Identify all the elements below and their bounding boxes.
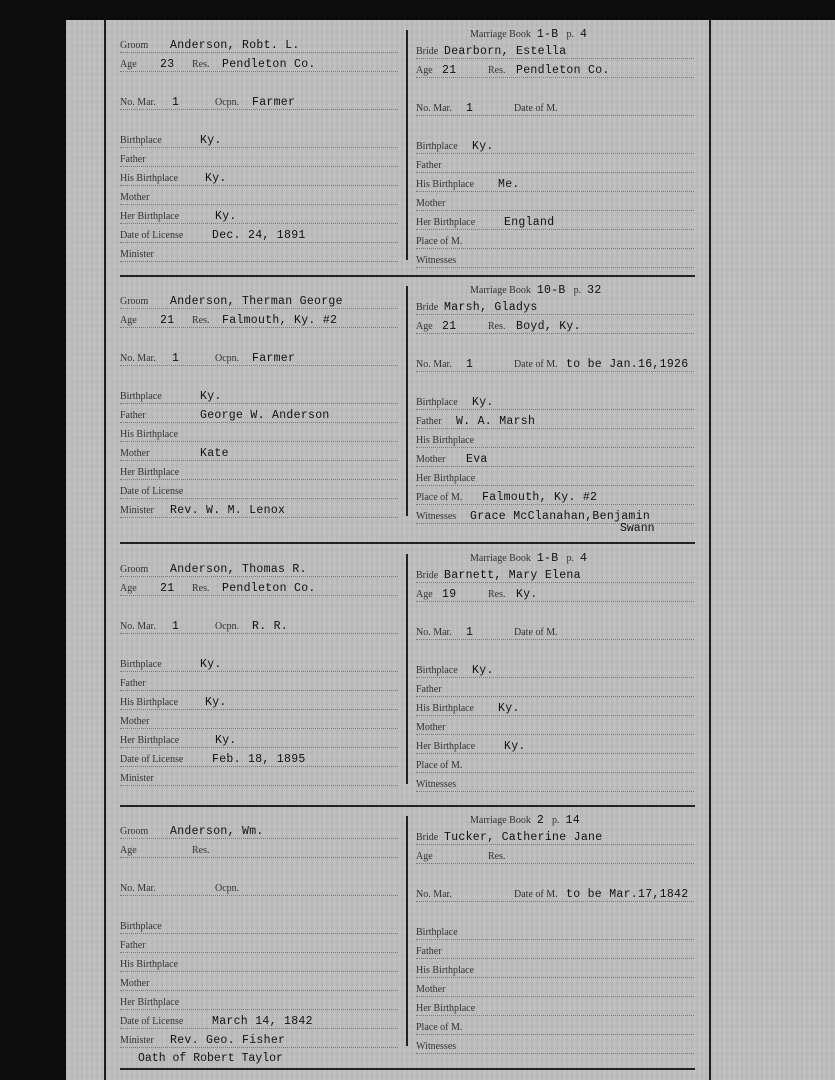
field-value: Ky. <box>504 739 526 753</box>
field-label: Father <box>120 678 146 689</box>
field-value: Ky. <box>472 395 494 409</box>
field-value: Grace McClanahan,Benjamin <box>470 509 651 523</box>
field-value: Ky. <box>472 139 494 153</box>
field-value: Falmouth, Ky. #2 <box>222 314 338 327</box>
groom-field-birthplace <box>120 917 398 934</box>
groom-field-age <box>120 55 398 72</box>
field-value: 1 <box>466 357 474 371</box>
page-value: 14 <box>565 814 580 827</box>
groom-field-date-of-license <box>120 226 398 243</box>
groom-field-mother <box>120 974 398 991</box>
field-label: Minister <box>120 773 154 784</box>
field-label: Date of License <box>120 1016 184 1027</box>
field-label: Place of M. <box>416 235 463 247</box>
groom-field-name <box>120 560 398 577</box>
marriage-record-card <box>120 552 700 794</box>
field-value: Anderson, Wm. <box>170 825 264 838</box>
field-value: Anderson, Therman George <box>170 295 343 308</box>
field-label: Date of M. <box>514 358 558 370</box>
bride-field-mother <box>416 718 694 735</box>
field-value: Rev. W. M. Lenox <box>170 504 286 517</box>
field-label: Mother <box>416 453 446 465</box>
field-label: Date of License <box>120 230 184 241</box>
groom-field-no-mar <box>120 349 398 366</box>
marriage-book-value: 10-B <box>536 284 566 297</box>
bride-field-her-birthplace <box>416 999 694 1016</box>
field-value: Kate <box>200 447 229 460</box>
marriage-book-label: Marriage Book <box>470 285 531 296</box>
field-label: No. Mar. <box>120 883 156 894</box>
bride-field-no-mar <box>416 885 694 902</box>
field-value: 19 <box>442 587 457 601</box>
field-label: No. Mar. <box>120 353 156 364</box>
bride-field-no-mar <box>416 99 694 116</box>
field-label: His Birthplace <box>416 702 475 714</box>
bride-field-his-birthplace <box>416 175 694 192</box>
field-label: Age <box>120 845 137 856</box>
field-label: Father <box>120 410 146 421</box>
groom-field-mother <box>120 444 398 461</box>
bride-field-her-birthplace <box>416 213 694 230</box>
field-label: His Birthplace <box>416 178 475 190</box>
card-separator <box>120 542 695 544</box>
marriage-book-value: 1-B <box>536 28 559 41</box>
field-label: Her Birthplace <box>416 1002 476 1014</box>
marriage-book-label: Marriage Book <box>470 815 531 826</box>
field-value: to be Jan.16,1926 <box>566 357 689 371</box>
field-value: 21 <box>160 314 175 327</box>
field-value: 1 <box>172 352 180 365</box>
field-value: George W. Anderson <box>200 409 330 422</box>
field-label: Her Birthplace <box>120 467 180 478</box>
groom-field-name <box>120 36 398 53</box>
groom-field-father <box>120 406 398 423</box>
field-label: Res. <box>192 59 210 70</box>
field-value: Ky. <box>205 172 227 185</box>
field-label: Minister <box>120 1035 154 1046</box>
groom-field-no-mar <box>120 93 398 110</box>
groom-field-age <box>120 311 398 328</box>
field-value: Feb. 18, 1895 <box>212 753 306 766</box>
field-value: R. R. <box>252 620 289 633</box>
field-label: Place of M. <box>416 491 463 503</box>
field-label: Birthplace <box>120 135 162 146</box>
page-left-rule <box>104 20 106 1080</box>
bride-field-age <box>416 847 694 864</box>
groom-field-name <box>120 822 398 839</box>
field-label: Res. <box>488 320 506 332</box>
bride-field-birthplace <box>416 393 694 410</box>
field-label: Res. <box>488 588 506 600</box>
bride-field-birthplace <box>416 923 694 940</box>
field-label: Witnesses <box>416 1040 457 1052</box>
marriage-book-label: Marriage Book <box>470 553 531 564</box>
field-label: Date of M. <box>514 102 558 114</box>
groom-field-his-birthplace <box>120 425 398 442</box>
groom-field-name <box>120 292 398 309</box>
field-label: Bride <box>416 569 439 581</box>
field-label: Mother <box>120 978 150 989</box>
license-note: Oath of Robert Taylor <box>138 1052 283 1065</box>
column-divider <box>406 816 408 1046</box>
bride-field-name <box>416 298 694 315</box>
field-label: Her Birthplace <box>120 997 180 1008</box>
field-label: Place of M. <box>416 759 463 771</box>
field-value: Ky. <box>215 734 237 747</box>
marriage-record-card <box>120 284 700 535</box>
groom-field-minister <box>120 501 398 518</box>
field-value: 21 <box>442 63 457 77</box>
field-label: Age <box>120 59 137 70</box>
marriage-book-reference <box>470 284 602 297</box>
field-label: Witnesses <box>416 778 457 790</box>
bride-field-place-of-m <box>416 488 694 505</box>
groom-field-no-mar <box>120 617 398 634</box>
field-label: Ocpn. <box>215 621 240 632</box>
bride-field-her-birthplace <box>416 737 694 754</box>
field-value: Dec. 24, 1891 <box>212 229 306 242</box>
field-value: 1 <box>172 620 180 633</box>
page-value: 4 <box>579 552 588 565</box>
column-divider <box>406 554 408 784</box>
groom-field-date-of-license <box>120 750 398 767</box>
field-value: 21 <box>160 582 175 595</box>
field-value: Dearborn, Estella <box>444 44 567 58</box>
bride-field-father <box>416 412 694 429</box>
field-value: to be Mar.17,1842 <box>566 887 689 901</box>
groom-field-minister <box>120 245 398 262</box>
field-label: Father <box>416 945 442 957</box>
bride-field-age <box>416 61 694 78</box>
field-label: Bride <box>416 45 439 57</box>
groom-field-minister <box>120 1031 398 1048</box>
field-value: Anderson, Thomas R. <box>170 563 307 576</box>
field-label: Date of License <box>120 486 184 497</box>
page-label: p. <box>552 815 560 826</box>
marriage-book-reference <box>470 552 587 565</box>
field-label: Place of M. <box>416 1021 463 1033</box>
field-label: Age <box>120 583 137 594</box>
bride-field-name <box>416 566 694 583</box>
bride-field-place-of-m <box>416 232 694 249</box>
field-label: Birthplace <box>120 921 162 932</box>
field-label: Groom <box>120 564 149 575</box>
field-label: Her Birthplace <box>120 735 180 746</box>
witnesses-continuation: Swann <box>620 522 655 535</box>
field-label: Minister <box>120 505 154 516</box>
bride-field-birthplace <box>416 661 694 678</box>
groom-field-her-birthplace <box>120 993 398 1010</box>
field-label: Birthplace <box>120 659 162 670</box>
field-label: No. Mar. <box>120 621 156 632</box>
groom-field-mother <box>120 712 398 729</box>
groom-field-date-of-license <box>120 1012 398 1029</box>
field-label: No. Mar. <box>416 358 452 370</box>
bride-field-no-mar <box>416 355 694 372</box>
groom-field-her-birthplace <box>120 731 398 748</box>
field-label: His Birthplace <box>416 964 475 976</box>
field-label: Ocpn. <box>215 97 240 108</box>
groom-field-minister <box>120 769 398 786</box>
bride-field-his-birthplace <box>416 699 694 716</box>
groom-field-father <box>120 150 398 167</box>
field-label: Groom <box>120 826 149 837</box>
field-label: Birthplace <box>416 926 458 938</box>
field-value: Me. <box>498 177 520 191</box>
field-label: His Birthplace <box>120 959 179 970</box>
field-value: Ky. <box>472 663 494 677</box>
field-label: Mother <box>416 197 446 209</box>
bride-field-father <box>416 680 694 697</box>
groom-field-birthplace <box>120 387 398 404</box>
field-value: Barnett, Mary Elena <box>444 568 581 582</box>
field-value: Ky. <box>205 696 227 709</box>
field-value: Eva <box>466 452 488 466</box>
bride-field-place-of-m <box>416 756 694 773</box>
page-right-rule <box>709 20 711 1080</box>
page-value: 4 <box>579 28 588 41</box>
bride-field-her-birthplace <box>416 469 694 486</box>
groom-field-her-birthplace <box>120 463 398 480</box>
field-value: 21 <box>442 319 457 333</box>
groom-field-his-birthplace <box>120 693 398 710</box>
field-label: Age <box>416 64 433 76</box>
marriage-book-value: 1-B <box>536 552 559 565</box>
field-label: Age <box>416 850 433 862</box>
bride-field-no-mar <box>416 623 694 640</box>
bride-field-mother <box>416 194 694 211</box>
column-divider <box>406 30 408 260</box>
field-label: Groom <box>120 40 149 51</box>
field-label: Mother <box>416 721 446 733</box>
groom-field-birthplace <box>120 131 398 148</box>
field-value: Ky. <box>498 701 520 715</box>
bride-field-name <box>416 828 694 845</box>
scan-top-border <box>0 0 835 20</box>
groom-field-father <box>120 674 398 691</box>
field-label: Her Birthplace <box>416 216 476 228</box>
bride-field-witnesses <box>416 1037 694 1054</box>
marriage-book-value: 2 <box>536 814 545 827</box>
groom-field-his-birthplace <box>120 169 398 186</box>
marriage-book-label: Marriage Book <box>470 29 531 40</box>
field-label: His Birthplace <box>416 434 475 446</box>
field-label: Minister <box>120 249 154 260</box>
field-label: Date of M. <box>514 626 558 638</box>
field-label: His Birthplace <box>120 697 179 708</box>
field-value: Pendleton Co. <box>516 63 610 77</box>
field-label: No. Mar. <box>416 102 452 114</box>
groom-field-her-birthplace <box>120 207 398 224</box>
field-label: Ocpn. <box>215 883 240 894</box>
field-label: Her Birthplace <box>416 472 476 484</box>
field-label: Bride <box>416 301 439 313</box>
field-label: Birthplace <box>120 391 162 402</box>
groom-field-father <box>120 936 398 953</box>
field-label: Mother <box>120 448 150 459</box>
field-label: Res. <box>192 583 210 594</box>
field-value: 1 <box>466 625 474 639</box>
page-label: p. <box>566 29 574 40</box>
field-label: Birthplace <box>416 140 458 152</box>
card-separator <box>120 1068 695 1070</box>
field-label: Bride <box>416 831 439 843</box>
field-label: Age <box>120 315 137 326</box>
field-label: Father <box>120 154 146 165</box>
field-value: England <box>504 215 555 229</box>
groom-field-age <box>120 841 398 858</box>
field-label: Father <box>416 159 442 171</box>
field-label: No. Mar. <box>416 626 452 638</box>
field-value: Anderson, Robt. L. <box>170 39 300 52</box>
card-separator <box>120 275 695 277</box>
field-label: Her Birthplace <box>120 211 180 222</box>
marriage-record-card <box>120 28 700 270</box>
field-label: Birthplace <box>416 664 458 676</box>
bride-field-age <box>416 585 694 602</box>
bride-field-father <box>416 156 694 173</box>
groom-field-date-of-license <box>120 482 398 499</box>
bride-field-mother <box>416 450 694 467</box>
field-label: No. Mar. <box>416 888 452 900</box>
field-value: Falmouth, Ky. #2 <box>482 490 598 504</box>
marriage-record-card <box>120 814 700 1065</box>
field-label: Groom <box>120 296 149 307</box>
field-label: Date of License <box>120 754 184 765</box>
field-value: Ky. <box>215 210 237 223</box>
field-label: Her Birthplace <box>416 740 476 752</box>
field-label: Age <box>416 588 433 600</box>
field-label: His Birthplace <box>120 429 179 440</box>
field-value: Ky. <box>200 658 222 671</box>
field-label: Ocpn. <box>215 353 240 364</box>
bride-field-his-birthplace <box>416 431 694 448</box>
field-label: Witnesses <box>416 510 457 522</box>
field-label: Res. <box>488 850 506 862</box>
bride-field-name <box>416 42 694 59</box>
marriage-book-reference <box>470 814 580 827</box>
page-value: 32 <box>587 284 602 297</box>
field-label: Father <box>416 415 442 427</box>
field-label: Mother <box>120 716 150 727</box>
bride-field-father <box>416 942 694 959</box>
field-value: Ky. <box>200 390 222 403</box>
bride-field-witnesses <box>416 507 694 524</box>
field-label: His Birthplace <box>120 173 179 184</box>
field-label: Father <box>416 683 442 695</box>
field-value: Ky. <box>516 587 538 601</box>
bride-field-mother <box>416 980 694 997</box>
field-label: Mother <box>416 983 446 995</box>
marriage-book-reference <box>470 28 587 41</box>
field-label: Age <box>416 320 433 332</box>
page-label: p. <box>573 285 582 296</box>
field-value: Farmer <box>252 96 296 109</box>
bride-field-his-birthplace <box>416 961 694 978</box>
bride-field-place-of-m <box>416 1018 694 1035</box>
field-value: Farmer <box>252 352 296 365</box>
field-label: No. Mar. <box>120 97 156 108</box>
field-value: Ky. <box>200 134 222 147</box>
field-value: Boyd, Ky. <box>516 319 581 333</box>
field-label: Mother <box>120 192 150 203</box>
field-value: 23 <box>160 58 175 71</box>
field-label: Res. <box>192 315 210 326</box>
field-value: Pendleton Co. <box>222 58 316 71</box>
field-value: Marsh, Gladys <box>444 300 538 314</box>
bride-field-witnesses <box>416 775 694 792</box>
field-value: Rev. Geo. Fisher <box>170 1034 286 1047</box>
field-value: Tucker, Catherine Jane <box>444 830 603 844</box>
field-label: Date of M. <box>514 888 558 900</box>
field-label: Witnesses <box>416 254 457 266</box>
groom-field-mother <box>120 188 398 205</box>
field-label: Father <box>120 940 146 951</box>
field-value: Pendleton Co. <box>222 582 316 595</box>
field-value: 1 <box>172 96 180 109</box>
bride-field-age <box>416 317 694 334</box>
card-separator <box>120 805 695 807</box>
bride-field-witnesses <box>416 251 694 268</box>
groom-field-birthplace <box>120 655 398 672</box>
groom-field-age <box>120 579 398 596</box>
groom-field-no-mar <box>120 879 398 896</box>
field-label: Res. <box>488 64 506 76</box>
field-label: Birthplace <box>416 396 458 408</box>
groom-field-his-birthplace <box>120 955 398 972</box>
page-label: p. <box>566 553 574 564</box>
column-divider <box>406 286 408 516</box>
bride-field-birthplace <box>416 137 694 154</box>
field-value: 1 <box>466 101 474 115</box>
field-value: W. A. Marsh <box>456 414 536 428</box>
field-label: Res. <box>192 845 210 856</box>
field-value: March 14, 1842 <box>212 1015 313 1028</box>
